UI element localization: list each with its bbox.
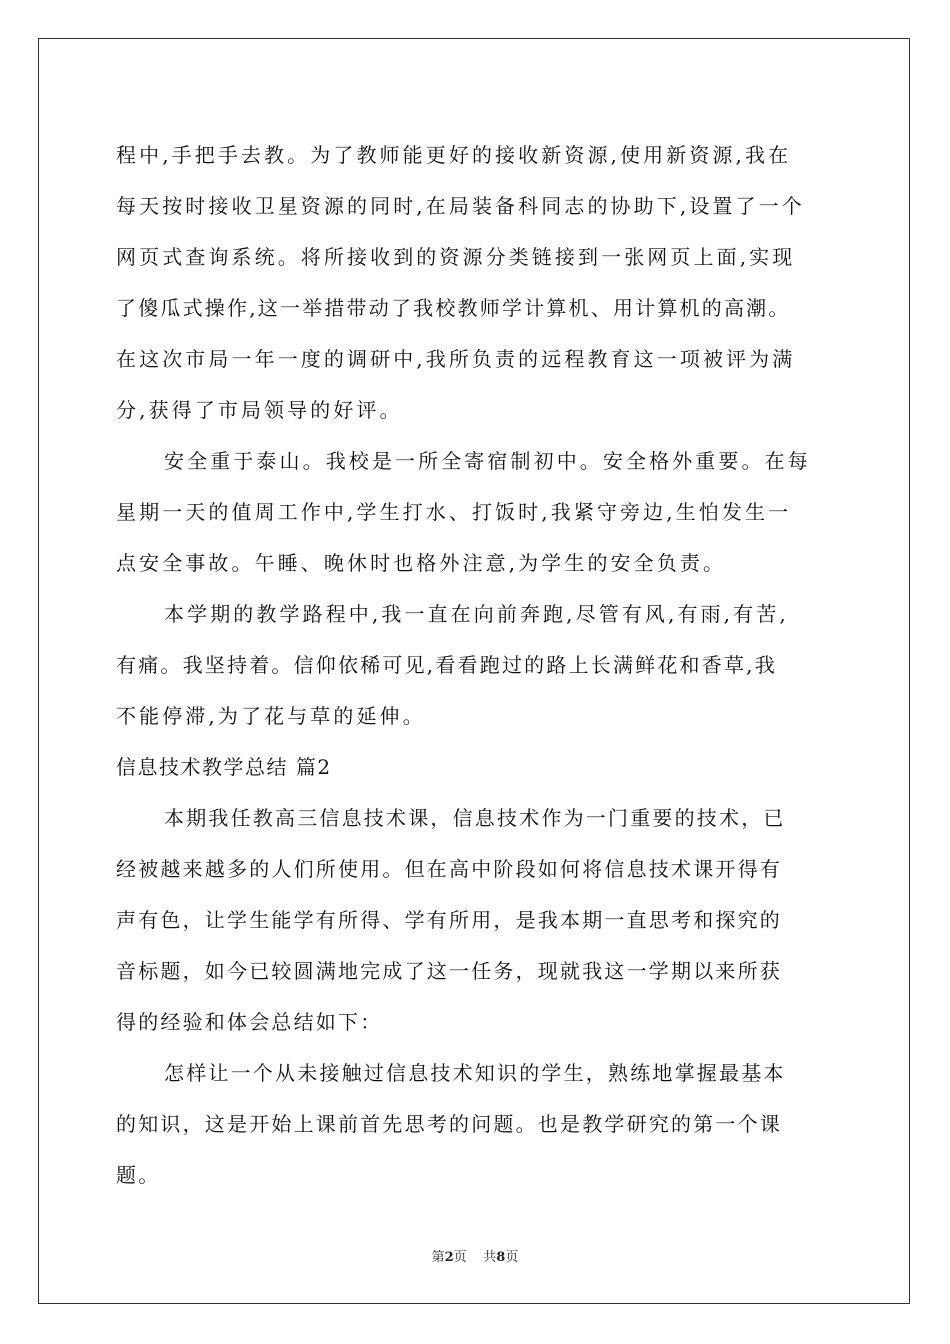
text-line: 经被越来越多的人们所使用。但在高中阶段如何将信息技术课开得有 — [116, 857, 782, 881]
text-line: 分,获得了市局领导的好评。 — [116, 398, 403, 422]
text-line: 每天按时接收卫星资源的同时,在局装备科同志的协助下,设置了一个 — [116, 194, 805, 218]
page-footer — [0, 1246, 950, 1265]
text-line: 网页式查询系统。将所接收到的资源分类链接到一张网页上面,实现 — [116, 245, 796, 269]
page-suffix: 页 — [453, 1250, 467, 1265]
text-line: 点安全事故。午睡、晚休时也格外注意,为学生的安全负责。 — [116, 551, 727, 575]
total-suffix: 页 — [505, 1250, 519, 1265]
text-line: 了傻瓜式操作,这一举措带动了我校教师学计算机、用计算机的高潮。 — [116, 296, 791, 320]
paragraph-first-line: 本期我任教高三信息技术课，信息技术作为一门重要的技术，已 — [164, 806, 786, 830]
total-prefix: 共 — [483, 1250, 497, 1265]
text-line: 得的经验和体会总结如下： — [116, 1010, 383, 1034]
total-pages: 8 — [496, 1250, 506, 1265]
paragraph-first-line: 本学期的教学路程中,我一直在向前奔跑,尽管有风,有雨,有苦, — [164, 602, 789, 626]
text-line: 在这次市局一年一度的调研中,我所负责的远程教育这一项被评为满 — [116, 347, 796, 371]
section-heading: 信息技术教学总结 篇2 — [116, 755, 332, 779]
text-line: 声有色，让学生能学有所得、学有所用，是我本期一直思考和探究的 — [116, 908, 782, 932]
text-line: 程中,手把手去教。为了教师能更好的接收新资源,使用新资源,我在 — [116, 143, 792, 167]
document-body — [116, 130, 834, 1201]
text-line: 音标题，如今已较圆满地完成了这一任务，现就我这一学期以来所获 — [116, 959, 782, 983]
text-line: 题。 — [116, 1163, 161, 1187]
text-line: 有痛。我坚持着。信仰依稀可见,看看跑过的路上长满鲜花和香草,我 — [116, 653, 777, 677]
page-prefix: 第 — [431, 1250, 445, 1265]
text-line: 星期一天的值周工作中,学生打水、打饭时,我紧守旁边,生怕发生一 — [116, 500, 792, 524]
text-line: 不能停滞,为了花与草的延伸。 — [116, 704, 426, 728]
text-line: 的知识，这是开始上课前首先思考的问题。也是教学研究的第一个课 — [116, 1112, 782, 1136]
paragraph-first-line: 怎样让一个从未接触过信息技术知识的学生，熟练地掌握最基本 — [164, 1061, 786, 1085]
paragraph-first-line: 安全重于泰山。我校是一所全寄宿制初中。安全格外重要。在每 — [164, 449, 811, 473]
page-number: 2 — [444, 1250, 454, 1265]
